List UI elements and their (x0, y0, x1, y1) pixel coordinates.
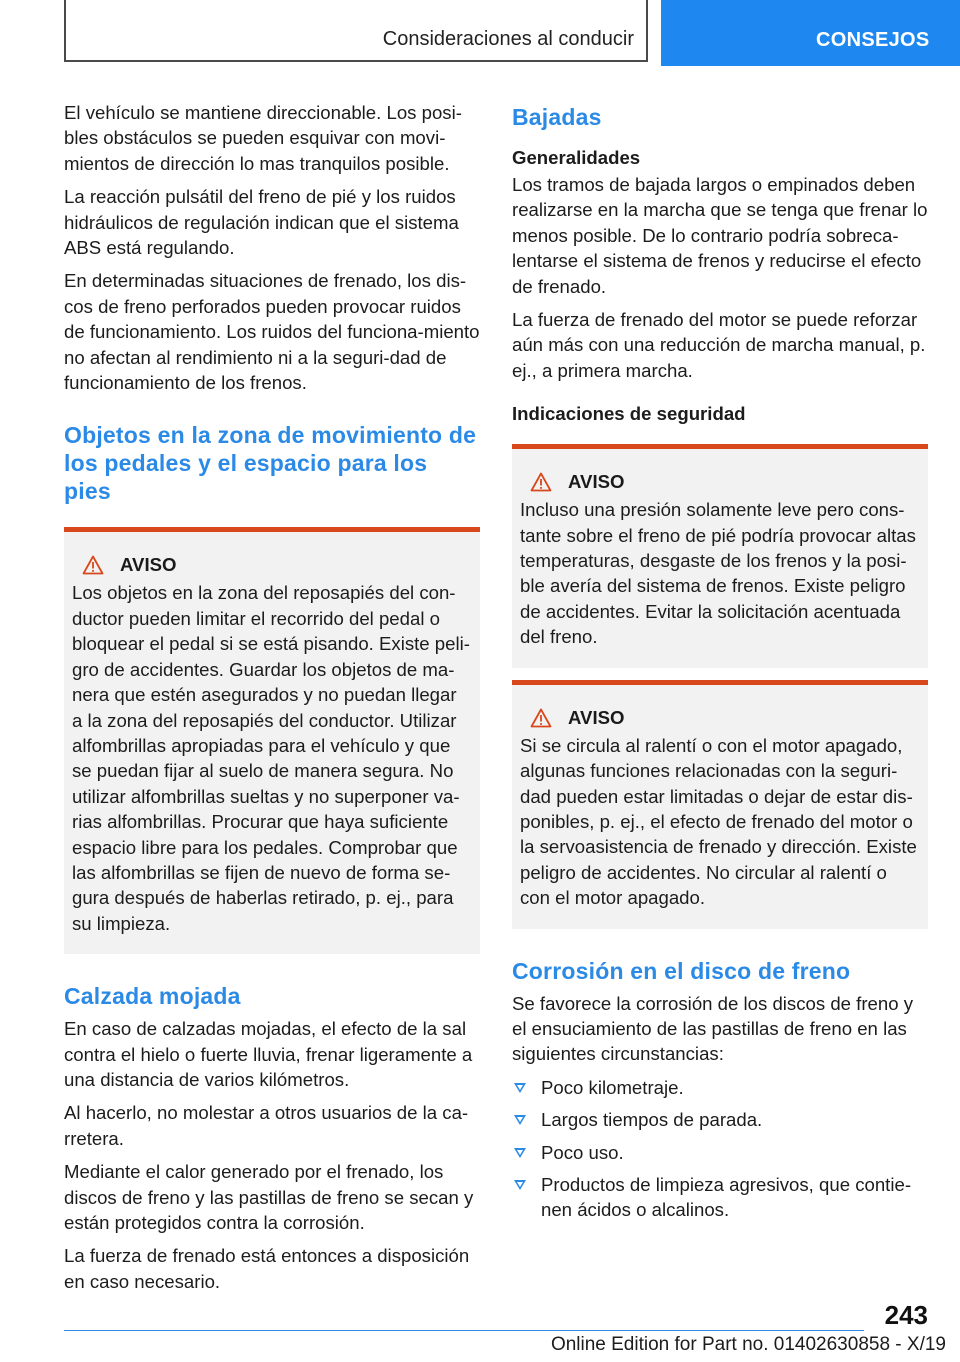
triangle-bullet-icon (514, 1148, 526, 1158)
right-column (512, 100, 928, 1230)
footer-edition-text: Online Edition for Part no. 01402630858 - X/19 (550, 1334, 946, 1355)
list-item: Productos de limpieza agresivos, que contie-nen ácidos o alcalinos. (512, 1172, 928, 1223)
safety-subheading: Indicaciones de seguridad (512, 403, 746, 425)
warning-triangle-icon (530, 708, 552, 728)
wet-road-heading: Calzada mojada (64, 983, 241, 1010)
header-chapter-tab[interactable]: CONSEJOS (661, 0, 960, 66)
triangle-bullet-icon (514, 1083, 526, 1093)
general-paragraph-2: La fuerza de frenado del motor se puede reforzar aún más con una reducción de marcha manual, p. ej., a primera marcha. (512, 309, 926, 381)
warning-box-idle (512, 680, 928, 929)
warning-header (520, 707, 920, 729)
page-header (0, 0, 960, 66)
descents-heading: Bajadas (512, 104, 602, 130)
warning-title: AVISO (120, 554, 177, 576)
wet-paragraph-3: Mediante el calor generado por el frenado, los discos de freno y las pastillas de freno se secan y están protegidos contra la corrosión. (64, 1161, 474, 1233)
warning-text: Si se circula al ralentí o con el motor apagado, algunas funciones relacionadas con la seguri-dad pueden estar limitadas o dejar de estar dis-ponibles, p. ej., el efecto de frenado del motor o la servoasistencia de frenado y dirección. Existe peligro de accidentes. No circular al ralentí o con el motor apagado. (520, 734, 917, 909)
warning-triangle-icon (82, 555, 104, 575)
warning-text: Los objetos en la zona del reposapiés del con-ductor pueden limitar el recorrido del pedal o bloquear el pedal si se está pisando. Existe peli-gro de accidentes. Guardar los objetos de ma-nera que estén asegurados y no puedan llegar a la zona del reposapiés del conductor. Utilizar alfombrillas apropiadas para el vehículo y que se puedan fijar al suelo de manera segura. No utilizar alfombrillas sueltas y no superponer va-rias alfombrillas. Procurar que haya suficiente espacio libre para los pedales. Comprobar que las alfombrillas se fijen de nuevo de forma se-gura después de haberlas retirado, p. ej., para su limpieza. (72, 582, 470, 934)
general-paragraph-1: Los tramos de bajada largos o empinados deben realizarse en la marcha que se tenga que frenar lo menos posible. De lo contrario podría sobreca-lentarse el sistema de frenos y reducirse el efecto de frenado. (512, 174, 928, 297)
wet-paragraph-1: En caso de calzadas mojadas, el efecto de la sal contra el hielo o fuerte lluvia, frenar ligeramente a una distancia de varios kilómetros. (64, 1018, 473, 1090)
warning-text: Incluso una presión solamente leve pero cons-tante sobre el freno de pié podría provocar altas temperaturas, desgaste de los frenos y la posi-ble avería del sistema de frenos. Existe peligro de accidentes. Evitar la solicitación acentuada del freno. (520, 499, 916, 648)
triangle-bullet-icon (514, 1115, 526, 1125)
header-section-title: Consideraciones al conducir (382, 28, 634, 50)
wet-paragraph-4: La fuerza de frenado está entonces a disposición en caso necesario. (64, 1245, 470, 1292)
intro-paragraph-2: La reacción pulsátil del freno de pié y los ruidos hidráulicos de regulación indican que el sistema ABS está regulando. (64, 186, 459, 259)
intro-paragraph-1: El vehículo se mantiene direccionable. Los posi-bles obstáculos se pueden esquivar con movi-mientos de dirección lo mas tranquilos posible. (64, 102, 462, 174)
footer-divider (64, 1330, 864, 1331)
warning-header (72, 554, 472, 576)
page-number: 243 (884, 1300, 928, 1330)
warning-title: AVISO (568, 471, 625, 493)
list-item: Poco uso. (512, 1140, 928, 1165)
wet-paragraph-2: Al hacerlo, no molestar a otros usuarios de la ca-rretera. (64, 1102, 469, 1149)
list-item: Largos tiempos de parada. (512, 1107, 928, 1132)
objects-heading: Objetos en la zona de movimiento de los pedales y el espacio para los pies (64, 422, 477, 505)
intro-paragraph-3: En determinadas situaciones de frenado, los dis-cos de freno perforados pueden provocar ruidos de funcionamiento. Los ruidos del funciona-miento no afectan al rendimiento ni a la seguri-dad de funcionamiento de los frenos. (64, 270, 480, 394)
warning-box-brake-pressure (512, 444, 928, 667)
corrosion-intro: Se favorece la corrosión de los discos de freno y el ensuciamiento de las pastillas de freno en las siguientes circunstancias: (512, 992, 914, 1065)
triangle-bullet-icon (514, 1180, 526, 1190)
left-column (64, 100, 480, 1302)
warning-header (520, 471, 920, 493)
warning-box-pedals (64, 527, 480, 954)
corrosion-list (512, 1075, 928, 1223)
header-section-box (64, 0, 648, 62)
list-item: Poco kilometraje. (512, 1075, 928, 1100)
warning-title: AVISO (568, 706, 625, 728)
corrosion-heading: Corrosión en el disco de freno (512, 957, 851, 984)
warning-triangle-icon (530, 472, 552, 492)
general-subheading: Generalidades (512, 147, 641, 168)
